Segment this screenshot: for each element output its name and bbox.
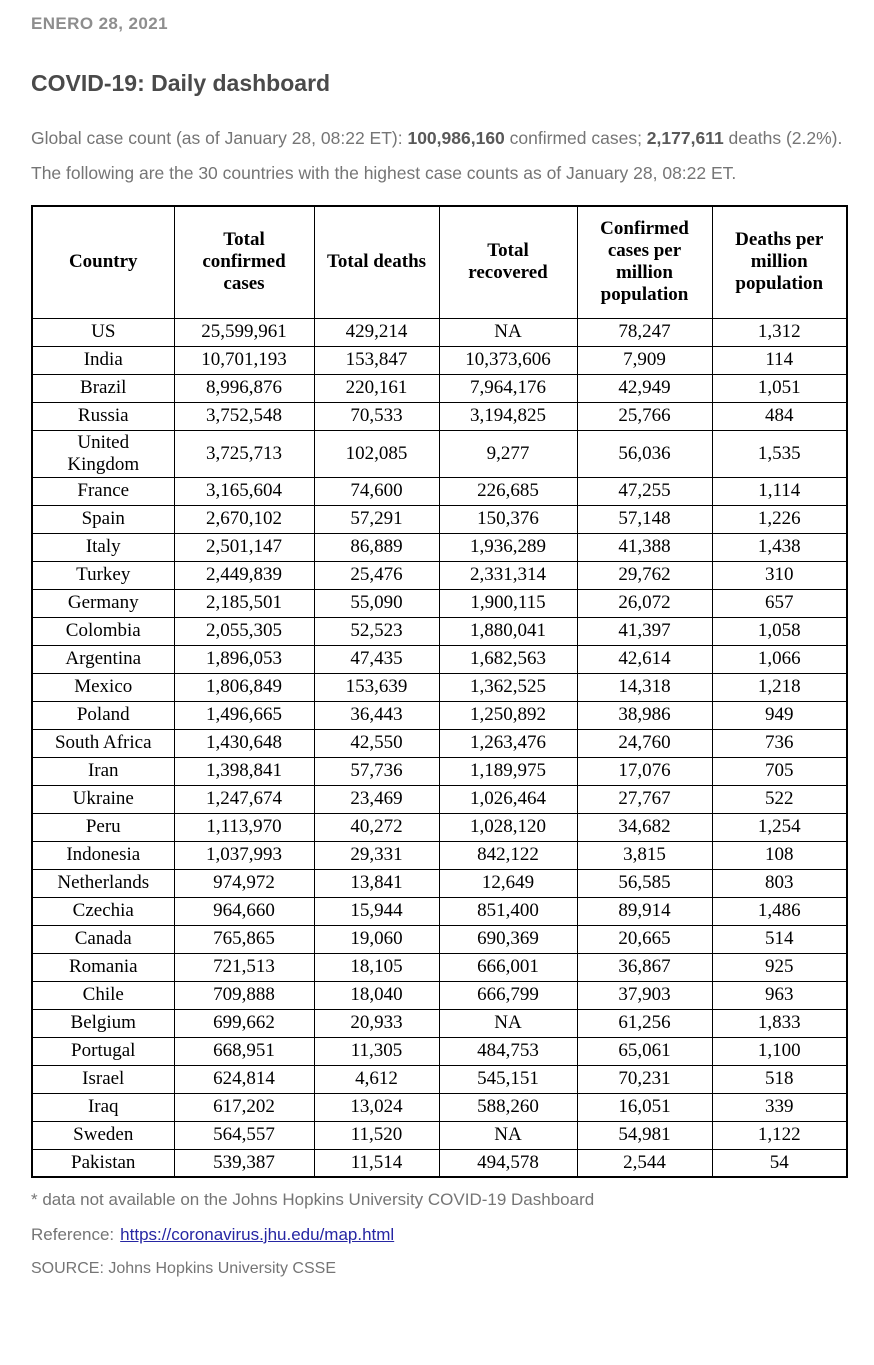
reference-link[interactable]: https://coronavirus.jhu.edu/map.html [120, 1225, 395, 1244]
value-cell: 666,001 [439, 953, 577, 981]
value-cell: 7,964,176 [439, 374, 577, 402]
country-cell: Israel [32, 1065, 174, 1093]
value-cell: 539,387 [174, 1149, 314, 1177]
country-cell: Indonesia [32, 841, 174, 869]
page-title: COVID-19: Daily dashboard [31, 70, 331, 96]
country-cell: Portugal [32, 1037, 174, 1065]
table-row [32, 1093, 847, 1121]
value-cell: 1,218 [712, 673, 847, 701]
table-row [32, 981, 847, 1009]
column-header: Deaths per million population [712, 206, 847, 318]
value-cell: 10,373,606 [439, 346, 577, 374]
value-cell: 47,255 [577, 477, 712, 505]
value-cell: 29,762 [577, 561, 712, 589]
value-cell: 36,443 [314, 701, 439, 729]
value-cell: 57,736 [314, 757, 439, 785]
table-row [32, 869, 847, 897]
table-row [32, 1037, 847, 1065]
value-cell: 1,535 [712, 430, 847, 477]
value-cell: 2,544 [577, 1149, 712, 1177]
value-cell: 12,649 [439, 869, 577, 897]
data-availability-footnote: * data not available on the Johns Hopkins University COVID-19 Dashboard [31, 1190, 595, 1209]
value-cell: 668,951 [174, 1037, 314, 1065]
value-cell: NA [439, 318, 577, 346]
value-cell: 114 [712, 346, 847, 374]
country-cell: Germany [32, 589, 174, 617]
value-cell: 74,600 [314, 477, 439, 505]
value-cell: 1,438 [712, 533, 847, 561]
value-cell: 13,841 [314, 869, 439, 897]
country-cell: Iraq [32, 1093, 174, 1121]
value-cell: 949 [712, 701, 847, 729]
value-cell: 1,900,115 [439, 589, 577, 617]
value-cell: 56,036 [577, 430, 712, 477]
value-cell: 429,214 [314, 318, 439, 346]
table-row [32, 318, 847, 346]
value-cell: 3,815 [577, 841, 712, 869]
value-cell: 1,398,841 [174, 757, 314, 785]
value-cell: 16,051 [577, 1093, 712, 1121]
value-cell: 226,685 [439, 477, 577, 505]
value-cell: 624,814 [174, 1065, 314, 1093]
table-row [32, 374, 847, 402]
table-row [32, 841, 847, 869]
value-cell: 54,981 [577, 1121, 712, 1149]
value-cell: 1,066 [712, 645, 847, 673]
table-row [32, 1065, 847, 1093]
value-cell: 1,833 [712, 1009, 847, 1037]
value-cell: 1,051 [712, 374, 847, 402]
value-cell: 310 [712, 561, 847, 589]
reference-label: Reference: [31, 1225, 115, 1244]
value-cell: 17,076 [577, 757, 712, 785]
country-cell: South Africa [32, 729, 174, 757]
value-cell: 1,936,289 [439, 533, 577, 561]
country-cell: Italy [32, 533, 174, 561]
value-cell: 1,114 [712, 477, 847, 505]
value-cell: 484,753 [439, 1037, 577, 1065]
table-row [32, 430, 847, 477]
value-cell: 518 [712, 1065, 847, 1093]
table-row [32, 897, 847, 925]
value-cell: 842,122 [439, 841, 577, 869]
value-cell: 1,430,648 [174, 729, 314, 757]
value-cell: 47,435 [314, 645, 439, 673]
value-cell: 65,061 [577, 1037, 712, 1065]
value-cell: 1,496,665 [174, 701, 314, 729]
table-row [32, 1121, 847, 1149]
value-cell: 588,260 [439, 1093, 577, 1121]
value-cell: 10,701,193 [174, 346, 314, 374]
value-cell: 153,847 [314, 346, 439, 374]
value-cell: 666,799 [439, 981, 577, 1009]
table-row [32, 346, 847, 374]
value-cell: 1,362,525 [439, 673, 577, 701]
intro-text-3: deaths (2.2%). The following are the 30 countries with the highest case counts as of January 28, 08:22 ET. [31, 128, 843, 183]
column-header: Total confirmed cases [174, 206, 314, 318]
value-cell: 1,058 [712, 617, 847, 645]
intro-text-2: confirmed cases; [504, 128, 647, 148]
table-row [32, 561, 847, 589]
value-cell: 150,376 [439, 505, 577, 533]
value-cell: 25,599,961 [174, 318, 314, 346]
value-cell: 690,369 [439, 925, 577, 953]
value-cell: 3,194,825 [439, 402, 577, 430]
country-cell: United Kingdom [32, 430, 174, 477]
intro-text-1: Global case count (as of January 28, 08:22 ET): [31, 128, 408, 148]
value-cell: 86,889 [314, 533, 439, 561]
country-cell: Spain [32, 505, 174, 533]
value-cell: 42,550 [314, 729, 439, 757]
value-cell: 657 [712, 589, 847, 617]
table-row [32, 617, 847, 645]
column-header: Country [32, 206, 174, 318]
country-cell: Iran [32, 757, 174, 785]
table-row [32, 1009, 847, 1037]
value-cell: 721,513 [174, 953, 314, 981]
value-cell: 108 [712, 841, 847, 869]
table-row [32, 533, 847, 561]
column-header: Total deaths [314, 206, 439, 318]
value-cell: 1,026,464 [439, 785, 577, 813]
value-cell: 19,060 [314, 925, 439, 953]
value-cell: 11,305 [314, 1037, 439, 1065]
value-cell: 1,037,993 [174, 841, 314, 869]
country-cell: Turkey [32, 561, 174, 589]
value-cell: 54 [712, 1149, 847, 1177]
reference-line [31, 1225, 848, 1245]
value-cell: 964,660 [174, 897, 314, 925]
value-cell: NA [439, 1121, 577, 1149]
value-cell: 705 [712, 757, 847, 785]
value-cell: 1,312 [712, 318, 847, 346]
global-death-count: 2,177,611 [646, 128, 724, 148]
value-cell: 61,256 [577, 1009, 712, 1037]
value-cell: 736 [712, 729, 847, 757]
value-cell: 89,914 [577, 897, 712, 925]
value-cell: 13,024 [314, 1093, 439, 1121]
country-cell: US [32, 318, 174, 346]
value-cell: 1,806,849 [174, 673, 314, 701]
country-cell: Netherlands [32, 869, 174, 897]
value-cell: 925 [712, 953, 847, 981]
value-cell: 963 [712, 981, 847, 1009]
value-cell: NA [439, 1009, 577, 1037]
value-cell: 36,867 [577, 953, 712, 981]
country-cell: Russia [32, 402, 174, 430]
value-cell: 9,277 [439, 430, 577, 477]
table-header-row [32, 206, 847, 318]
value-cell: 37,903 [577, 981, 712, 1009]
value-cell: 55,090 [314, 589, 439, 617]
value-cell: 27,767 [577, 785, 712, 813]
country-cell: Peru [32, 813, 174, 841]
country-cell: Poland [32, 701, 174, 729]
value-cell: 18,105 [314, 953, 439, 981]
value-cell: 15,944 [314, 897, 439, 925]
table-row [32, 701, 847, 729]
value-cell: 2,331,314 [439, 561, 577, 589]
value-cell: 1,880,041 [439, 617, 577, 645]
value-cell: 29,331 [314, 841, 439, 869]
country-cell: Argentina [32, 645, 174, 673]
value-cell: 851,400 [439, 897, 577, 925]
value-cell: 25,476 [314, 561, 439, 589]
country-cell: Colombia [32, 617, 174, 645]
value-cell: 564,557 [174, 1121, 314, 1149]
value-cell: 34,682 [577, 813, 712, 841]
table-row [32, 785, 847, 813]
value-cell: 1,122 [712, 1121, 847, 1149]
value-cell: 484 [712, 402, 847, 430]
value-cell: 2,449,839 [174, 561, 314, 589]
value-cell: 8,996,876 [174, 374, 314, 402]
column-header: Confirmed cases per million population [577, 206, 712, 318]
value-cell: 220,161 [314, 374, 439, 402]
table-row [32, 1149, 847, 1177]
value-cell: 38,986 [577, 701, 712, 729]
source-line: SOURCE: Johns Hopkins University CSSE [31, 1260, 336, 1277]
country-cell: Chile [32, 981, 174, 1009]
table-row [32, 477, 847, 505]
country-cell: Mexico [32, 673, 174, 701]
value-cell: 1,100 [712, 1037, 847, 1065]
value-cell: 803 [712, 869, 847, 897]
value-cell: 41,388 [577, 533, 712, 561]
value-cell: 522 [712, 785, 847, 813]
table-row [32, 402, 847, 430]
value-cell: 1,226 [712, 505, 847, 533]
value-cell: 3,752,548 [174, 402, 314, 430]
global-case-count: 100,986,160 [407, 128, 505, 148]
value-cell: 765,865 [174, 925, 314, 953]
value-cell: 1,682,563 [439, 645, 577, 673]
country-cell: Brazil [32, 374, 174, 402]
value-cell: 153,639 [314, 673, 439, 701]
table-row [32, 953, 847, 981]
country-cell: Belgium [32, 1009, 174, 1037]
value-cell: 102,085 [314, 430, 439, 477]
date-label: ENERO 28, 2021 [31, 14, 168, 33]
value-cell: 25,766 [577, 402, 712, 430]
value-cell: 4,612 [314, 1065, 439, 1093]
value-cell: 11,520 [314, 1121, 439, 1149]
value-cell: 1,189,975 [439, 757, 577, 785]
value-cell: 3,725,713 [174, 430, 314, 477]
value-cell: 24,760 [577, 729, 712, 757]
value-cell: 545,151 [439, 1065, 577, 1093]
table-row [32, 925, 847, 953]
country-cell: India [32, 346, 174, 374]
value-cell: 2,670,102 [174, 505, 314, 533]
country-cell: Pakistan [32, 1149, 174, 1177]
value-cell: 52,523 [314, 617, 439, 645]
country-cell: Canada [32, 925, 174, 953]
country-cell: Czechia [32, 897, 174, 925]
value-cell: 14,318 [577, 673, 712, 701]
value-cell: 2,185,501 [174, 589, 314, 617]
table-row [32, 813, 847, 841]
value-cell: 514 [712, 925, 847, 953]
country-cell: France [32, 477, 174, 505]
value-cell: 1,250,892 [439, 701, 577, 729]
intro-paragraph [31, 121, 847, 191]
value-cell: 23,469 [314, 785, 439, 813]
value-cell: 20,665 [577, 925, 712, 953]
value-cell: 1,113,970 [174, 813, 314, 841]
value-cell: 42,614 [577, 645, 712, 673]
value-cell: 709,888 [174, 981, 314, 1009]
value-cell: 56,585 [577, 869, 712, 897]
value-cell: 699,662 [174, 1009, 314, 1037]
country-cell: Romania [32, 953, 174, 981]
value-cell: 57,148 [577, 505, 712, 533]
value-cell: 11,514 [314, 1149, 439, 1177]
column-header: Total recovered [439, 206, 577, 318]
country-cell: Sweden [32, 1121, 174, 1149]
value-cell: 2,055,305 [174, 617, 314, 645]
value-cell: 41,397 [577, 617, 712, 645]
value-cell: 1,263,476 [439, 729, 577, 757]
value-cell: 78,247 [577, 318, 712, 346]
value-cell: 1,896,053 [174, 645, 314, 673]
value-cell: 42,949 [577, 374, 712, 402]
value-cell: 1,028,120 [439, 813, 577, 841]
value-cell: 2,501,147 [174, 533, 314, 561]
covid-country-table [31, 205, 848, 1178]
value-cell: 1,247,674 [174, 785, 314, 813]
value-cell: 70,231 [577, 1065, 712, 1093]
value-cell: 494,578 [439, 1149, 577, 1177]
value-cell: 974,972 [174, 869, 314, 897]
value-cell: 7,909 [577, 346, 712, 374]
value-cell: 1,486 [712, 897, 847, 925]
value-cell: 57,291 [314, 505, 439, 533]
table-row [32, 505, 847, 533]
country-cell: Ukraine [32, 785, 174, 813]
value-cell: 40,272 [314, 813, 439, 841]
table-row [32, 589, 847, 617]
value-cell: 3,165,604 [174, 477, 314, 505]
value-cell: 339 [712, 1093, 847, 1121]
table-row [32, 729, 847, 757]
table-row [32, 645, 847, 673]
table-row [32, 673, 847, 701]
table-row [32, 757, 847, 785]
value-cell: 26,072 [577, 589, 712, 617]
value-cell: 1,254 [712, 813, 847, 841]
value-cell: 617,202 [174, 1093, 314, 1121]
value-cell: 18,040 [314, 981, 439, 1009]
value-cell: 20,933 [314, 1009, 439, 1037]
value-cell: 70,533 [314, 402, 439, 430]
